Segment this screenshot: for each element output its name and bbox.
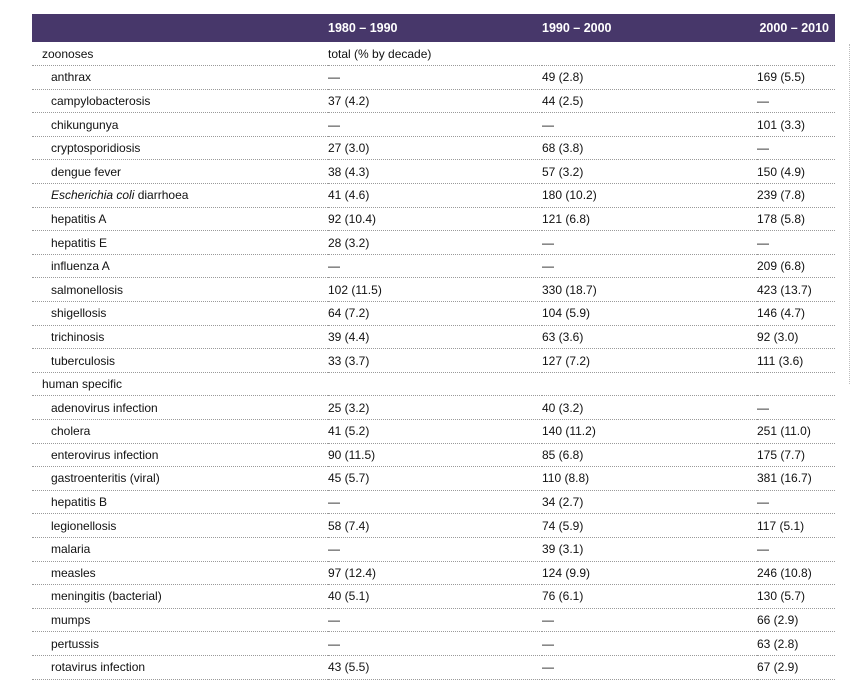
disease-name: mumps [32,608,328,632]
table-row [32,537,835,561]
value-1980-1990: — [328,537,542,561]
section-note [328,372,542,396]
empty-cell [757,42,835,66]
value-2000-2010: 63 (2.8) [757,632,835,656]
disease-name: chikungunya [32,113,328,137]
table-row [32,420,835,444]
table-row [32,89,835,113]
value-1990-2000: 63 (3.6) [542,325,757,349]
value-1980-1990: 45 (5.7) [328,467,542,491]
table-row [32,561,835,585]
section-note: total (% by decade) [328,42,542,66]
value-1990-2000: — [542,632,757,656]
disease-name: adenovirus infection [32,396,328,420]
disease-name: cholera [32,420,328,444]
value-1990-2000: — [542,655,757,679]
value-2000-2010: 67 (2.9) [757,655,835,679]
disease-name-rest: diarrhoea [134,188,189,203]
section-row [32,42,835,66]
value-1990-2000: 85 (6.8) [542,443,757,467]
table-row [32,184,835,208]
value-2000-2010: 423 (13.7) [757,278,835,302]
value-1980-1990: 92 (10.4) [328,207,542,231]
value-1980-1990: 28 (3.2) [328,231,542,255]
disease-name: hepatitis E [32,231,328,255]
value-1980-1990: 39 (4.4) [328,325,542,349]
value-1990-2000: 74 (5.9) [542,514,757,538]
disease-name: campylobacterosis [32,89,328,113]
value-2000-2010: 239 (7.8) [757,184,835,208]
disease-name: shigellosis [32,302,328,326]
table-row [32,396,835,420]
disease-name: rotavirus infection [32,655,328,679]
header-disease [32,14,328,42]
value-1990-2000: 34 (2.7) [542,490,757,514]
table-row [32,490,835,514]
value-1980-1990: — [328,490,542,514]
value-1990-2000: 104 (5.9) [542,302,757,326]
value-1980-1990: — [328,66,542,90]
value-2000-2010: 169 (5.5) [757,66,835,90]
disease-name: tuberculosis [32,349,328,373]
table-row [32,325,835,349]
value-1980-1990: — [328,632,542,656]
value-1990-2000: — [542,113,757,137]
header-1980-1990: 1980 – 1990 [328,21,398,35]
table-row [32,254,835,278]
value-1990-2000: 124 (9.9) [542,561,757,585]
value-1990-2000: 68 (3.8) [542,136,757,160]
disease-name: enterovirus infection [32,443,328,467]
value-1980-1990: 64 (7.2) [328,302,542,326]
table-row [32,136,835,160]
value-1980-1990: 25 (3.2) [328,396,542,420]
value-1980-1990: 58 (7.4) [328,514,542,538]
empty-cell [542,372,757,396]
value-1990-2000: — [542,254,757,278]
value-2000-2010: 101 (3.3) [757,113,835,137]
disease-name-italic: Escherichia coli [51,188,135,203]
value-2000-2010: 92 (3.0) [757,325,835,349]
value-1990-2000: 39 (3.1) [542,537,757,561]
disease-name: hepatitis B [32,490,328,514]
disease-name: dengue fever [32,160,328,184]
disease-name [32,184,328,208]
table-row [32,632,835,656]
value-1990-2000: 57 (3.2) [542,160,757,184]
outbreak-table-container [32,14,835,680]
table-row [32,160,835,184]
disease-name: hepatitis A [32,207,328,231]
value-2000-2010: 117 (5.1) [757,514,835,538]
disease-name: salmonellosis [32,278,328,302]
value-2000-2010: 246 (10.8) [757,561,835,585]
value-1990-2000: 140 (11.2) [542,420,757,444]
header-2000-2010: 2000 – 2010 [759,21,829,35]
value-1990-2000: 40 (3.2) [542,396,757,420]
section-label: human specific [32,372,328,396]
section-row [32,372,835,396]
value-2000-2010: — [757,231,835,255]
value-2000-2010: 146 (4.7) [757,302,835,326]
value-1980-1990: 102 (11.5) [328,278,542,302]
table-row [32,302,835,326]
value-2000-2010: 150 (4.9) [757,160,835,184]
disease-name: measles [32,561,328,585]
value-1990-2000: 180 (10.2) [542,184,757,208]
value-1980-1990: 37 (4.2) [328,89,542,113]
empty-cell [542,42,757,66]
value-2000-2010: — [757,490,835,514]
section-label: zoonoses [32,42,328,66]
disease-name: trichinosis [32,325,328,349]
value-2000-2010: 178 (5.8) [757,207,835,231]
disease-name: gastroenteritis (viral) [32,467,328,491]
value-1980-1990: 41 (5.2) [328,420,542,444]
value-1980-1990: — [328,608,542,632]
value-1990-2000: 44 (2.5) [542,89,757,113]
value-1980-1990: 97 (12.4) [328,561,542,585]
disease-name: pertussis [32,632,328,656]
value-2000-2010: — [757,537,835,561]
value-1980-1990: — [328,254,542,278]
value-1980-1990: 43 (5.5) [328,655,542,679]
table-row [32,278,835,302]
table-row [32,207,835,231]
value-1990-2000: — [542,608,757,632]
header-row [32,14,835,42]
table-row [32,231,835,255]
value-1990-2000: 49 (2.8) [542,66,757,90]
value-2000-2010: — [757,396,835,420]
disease-name: meningitis (bacterial) [32,585,328,609]
empty-cell [757,372,835,396]
table-header [32,14,835,42]
table-row [32,113,835,137]
value-2000-2010: 381 (16.7) [757,467,835,491]
table-row [32,467,835,491]
disease-name: legionellosis [32,514,328,538]
value-2000-2010: 111 (3.6) [757,349,835,373]
value-1990-2000: 76 (6.1) [542,585,757,609]
value-1990-2000: 110 (8.8) [542,467,757,491]
value-1980-1990: 38 (4.3) [328,160,542,184]
value-2000-2010: 209 (6.8) [757,254,835,278]
value-2000-2010: — [757,136,835,160]
value-2000-2010: 175 (7.7) [757,443,835,467]
page-edge-rule [849,44,851,384]
value-2000-2010: 130 (5.7) [757,585,835,609]
table-row [32,655,835,679]
value-1980-1990: 27 (3.0) [328,136,542,160]
value-2000-2010: 251 (11.0) [757,420,835,444]
value-2000-2010: 66 (2.9) [757,608,835,632]
table-row [32,585,835,609]
value-1980-1990: 41 (4.6) [328,184,542,208]
table-row [32,514,835,538]
table-row [32,66,835,90]
value-1990-2000: 330 (18.7) [542,278,757,302]
value-1980-1990: 40 (5.1) [328,585,542,609]
disease-name: anthrax [32,66,328,90]
table-row [32,443,835,467]
value-1980-1990: 90 (11.5) [328,443,542,467]
table-row [32,608,835,632]
value-1980-1990: 33 (3.7) [328,349,542,373]
value-1980-1990: — [328,113,542,137]
disease-name: cryptosporidiosis [32,136,328,160]
value-1990-2000: — [542,231,757,255]
table-body [32,42,835,679]
value-2000-2010: — [757,89,835,113]
disease-name: malaria [32,537,328,561]
disease-name: influenza A [32,254,328,278]
value-1990-2000: 121 (6.8) [542,207,757,231]
outbreak-table [32,14,835,680]
value-1990-2000: 127 (7.2) [542,349,757,373]
header-1990-2000: 1990 – 2000 [542,21,612,35]
table-row [32,349,835,373]
